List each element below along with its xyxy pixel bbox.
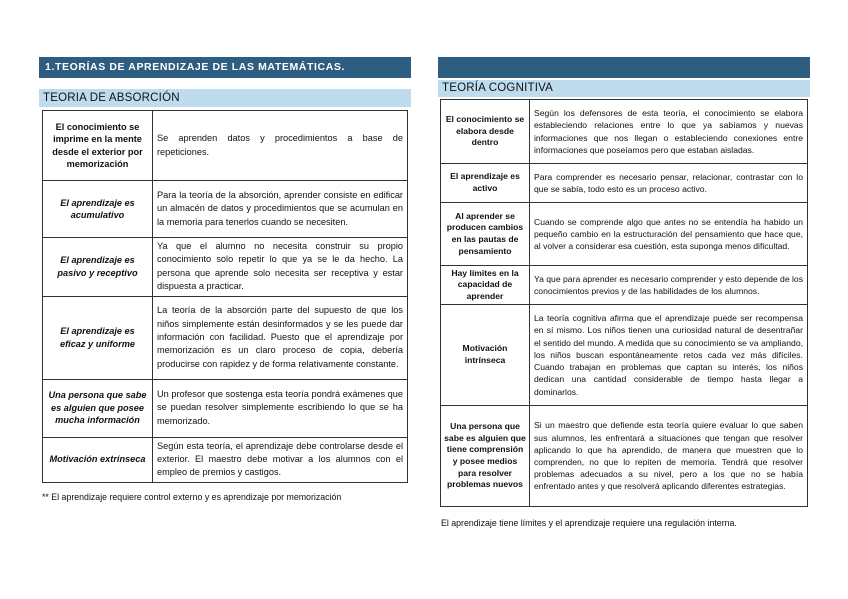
row-value: Si un maestro que defiende esta teoría quiere evaluar lo que saben sus alumnos, les enfrentará a situaciones que tengan que resolver aplicando lo que ha aprendido, de manera que muestren que lo comprenden, no que lo repiten de memoria. Tendrá que resolver problemas adecuados a su nivel, pero a los que no se había enfrentado antes y que resolverá aplicando diferentes estrategias.	[530, 406, 808, 507]
row-key: El aprendizaje es pasivo y receptivo	[43, 238, 153, 297]
row-key: El conocimiento se elabora desde dentro	[441, 100, 530, 164]
row-key: Motivación extrínseca	[43, 437, 153, 482]
row-value: La teoría cognitiva afirma que el aprendizaje puede ser recompensa en sí mismo. Los niños tienen una curiosidad natural de desentrañar el sentido del mundo. A medida que su conocimiento se va ampliando, los niños buscan espontáneamente retos cada vez más difíciles. Cuando trabajan en problemas que captan su interés, los niños dedican una cantidad considerable de tiempo hasta llegar a dominarlos.	[530, 305, 808, 406]
row-value: Para comprender es necesario pensar, relacionar, contrastar con lo que se sabía, todo esto es un proceso activo.	[530, 164, 808, 203]
cognitive-theory-title: TEORÍA COGNITIVA	[438, 80, 810, 97]
section-header: 1.TEORÍAS DE APRENDIZAJE DE LAS MATEMÁTICAS.	[39, 57, 411, 78]
table-row	[43, 296, 408, 379]
row-value: Según los defensores de esta teoría, el conocimiento se elabora estableciendo relaciones entre lo que ya sabíamos y nuevas informaciones que nos llegan o estableciendo conexiones entre informaciones que poseíamos pero que estaban aisladas.	[530, 100, 808, 164]
cognitive-theory-table	[440, 99, 808, 507]
row-key: Hay límites en la capacidad de aprender	[441, 266, 530, 305]
absorption-note: ** El aprendizaje requiere control externo y es aprendizaje por memorización	[42, 491, 342, 502]
row-key: Una persona que sabe es alguien que posee mucha información	[43, 379, 153, 437]
table-row	[441, 100, 808, 164]
table-row	[441, 164, 808, 203]
row-key: El aprendizaje es activo	[441, 164, 530, 203]
row-value: Cuando se comprende algo que antes no se entendía ha habido un pequeño cambio en la estructuración del pensamiento que hace que, al volver a considerar esa cuestión, esta suponga menos dificultad.	[530, 203, 808, 266]
table-row	[441, 266, 808, 305]
row-value: Ya que para aprender es necesario comprender y esto depende de los conocimientos previos y de las habilidades de los alumnos.	[530, 266, 808, 305]
row-key: Al aprender se producen cambios en las pautas de pensamiento	[441, 203, 530, 266]
row-key: Una persona que sabe es alguien que tiene comprensión y posee medios para resolver problemas nuevos	[441, 406, 530, 507]
table-row	[441, 203, 808, 266]
table-row	[43, 181, 408, 238]
absorption-theory-panel	[39, 57, 411, 502]
absorption-theory-title: TEORIA DE ABSORCIÓN	[39, 89, 411, 107]
row-key: El aprendizaje es acumulativo	[43, 181, 153, 238]
row-key: El aprendizaje es eficaz y uniforme	[43, 296, 153, 379]
section-header-bar	[438, 57, 810, 78]
absorption-theory-table	[42, 110, 408, 483]
row-key: El conocimiento se imprime en la mente desde el exterior por memorización	[43, 111, 153, 181]
row-value: Para la teoría de la absorción, aprender consiste en edificar un almacén de datos y procedimientos que se acumulan en la memoria para tenerlos cuando se necesiten.	[153, 181, 408, 238]
row-value: Se aprenden datos y procedimientos a base de repeticiones.	[153, 111, 408, 181]
row-key: Motivación intrínseca	[441, 305, 530, 406]
table-row	[43, 437, 408, 482]
cognitive-note: El aprendizaje tiene límites y el aprendizaje requiere una regulación interna.	[441, 518, 737, 528]
row-value: Ya que el alumno no necesita construir su propio conocimiento solo repetir lo que ya se le da hecho. La persona que aprende solo necesita ser receptiva y estar dispuesta a practicar.	[153, 238, 408, 297]
table-row	[43, 238, 408, 297]
row-value: La teoría de la absorción parte del supuesto de que los niños simplemente están desinformados y se les puede dar información con facilidad. Puesto que el aprendizaje por memorización es un claro proceso de copia, debería producirse con rapidez y de forma relativamente constante.	[153, 296, 408, 379]
cognitive-theory-panel	[438, 57, 810, 528]
table-row	[441, 406, 808, 507]
table-row	[441, 305, 808, 406]
row-value: Según esta teoría, el aprendizaje debe controlarse desde el exterior. El maestro debe motivar a los alumnos con el empleo de premios y castigos.	[153, 437, 408, 482]
table-row	[43, 111, 408, 181]
row-value: Un profesor que sostenga esta teoría pondrá exámenes que se puedan resolver simplemente escribiendo lo que se ha memorizado.	[153, 379, 408, 437]
table-row	[43, 379, 408, 437]
